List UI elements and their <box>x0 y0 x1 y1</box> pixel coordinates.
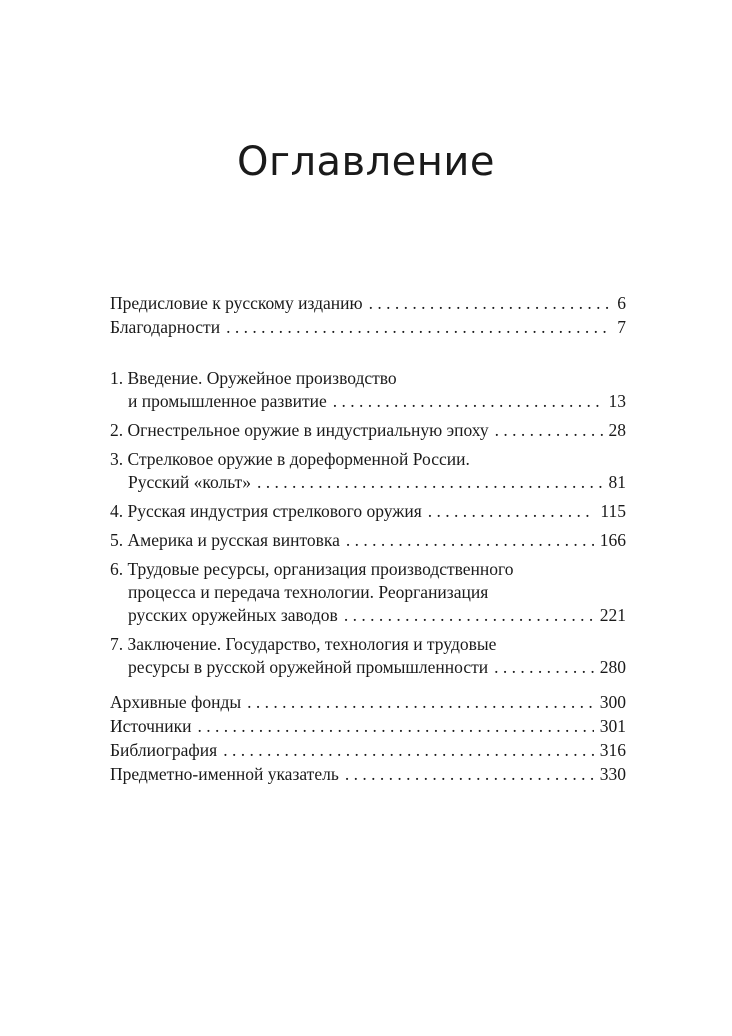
toc-chapter-2[interactable] <box>110 419 626 442</box>
toc-entry-page: 28 <box>608 420 626 440</box>
toc-entry[interactable] <box>110 715 626 738</box>
dot-leader <box>344 604 594 627</box>
toc-entry[interactable] <box>110 691 626 714</box>
toc-entry-page: 81 <box>608 472 626 492</box>
toc-entry-page: 330 <box>599 764 626 784</box>
dot-leader <box>226 316 611 339</box>
toc-entry-title-line: 1. Введение. Оружейное производство <box>110 368 397 388</box>
toc-entry-title: Источники <box>110 716 192 736</box>
toc-entry[interactable] <box>110 292 626 315</box>
page-title: Оглавление <box>236 138 496 185</box>
toc-entry-title: Благодарности <box>110 317 221 337</box>
toc-entry-title-line: 4. Русская индустрия стрелкового оружия <box>110 501 422 521</box>
toc-entry-title-line: 2. Огнестрельное оружие в индустриальную эпоху <box>110 420 489 440</box>
toc-entry-page: 280 <box>599 657 626 677</box>
dot-leader <box>369 292 612 315</box>
dot-leader <box>223 739 594 762</box>
toc-chapter-1[interactable] <box>110 367 626 413</box>
dot-leader <box>428 500 595 523</box>
toc-chapter-7[interactable] <box>110 633 626 679</box>
toc-entry[interactable] <box>110 739 626 762</box>
toc-back-matter <box>110 691 626 787</box>
dot-leader <box>495 419 603 442</box>
toc-chapters <box>110 367 626 685</box>
toc-chapter-4[interactable] <box>110 500 626 523</box>
toc-entry-page: 7 <box>617 317 626 337</box>
toc-entry-title-line: и промышленное развитие <box>128 391 327 411</box>
dot-leader <box>247 691 594 714</box>
toc-entry-page: 166 <box>599 530 626 550</box>
toc-entry-title-line: 3. Стрелковое оружие в дореформенной России. <box>110 449 470 469</box>
dot-leader <box>345 763 594 786</box>
toc-entry-title: Библиография <box>110 740 218 760</box>
dot-leader <box>257 471 603 494</box>
toc-chapter-5[interactable] <box>110 529 626 552</box>
toc-chapter-3[interactable] <box>110 448 626 494</box>
toc-entry-title-line: 6. Трудовые ресурсы, организация производственного <box>110 559 514 579</box>
toc-entry-title: Предисловие к русскому изданию <box>110 293 363 313</box>
toc-entry-title-line: 5. Америка и русская винтовка <box>110 530 340 550</box>
toc-entry-title-line: русских оружейных заводов <box>128 605 338 625</box>
toc-entry[interactable] <box>110 316 626 339</box>
toc-entry-page: 300 <box>599 692 626 712</box>
dot-leader <box>494 656 594 679</box>
toc-entry-title-line: процесса и передача технологии. Реорганизация <box>128 582 489 602</box>
toc-entry-page: 301 <box>599 716 626 736</box>
toc-entry-title-line: ресурсы в русской оружейной промышленности <box>128 657 489 677</box>
toc-entry-page: 316 <box>599 740 626 760</box>
dot-leader <box>333 390 603 413</box>
dot-leader <box>198 715 594 738</box>
toc-entry-page: 13 <box>608 391 626 411</box>
toc-entry-page: 221 <box>599 605 626 625</box>
toc-entry-title-line: Русский «кольт» <box>128 472 251 492</box>
toc-entry-page: 115 <box>600 501 626 521</box>
toc-entry[interactable] <box>110 763 626 786</box>
toc-front-matter <box>110 292 626 340</box>
toc-entry-page: 6 <box>617 293 626 313</box>
toc-entry-title-line: 7. Заключение. Государство, технология и трудовые <box>110 634 497 654</box>
toc-entry-title: Предметно-именной указатель <box>110 764 339 784</box>
toc-chapter-6[interactable] <box>110 558 626 627</box>
toc-entry-title: Архивные фонды <box>110 692 242 712</box>
dot-leader <box>346 529 594 552</box>
